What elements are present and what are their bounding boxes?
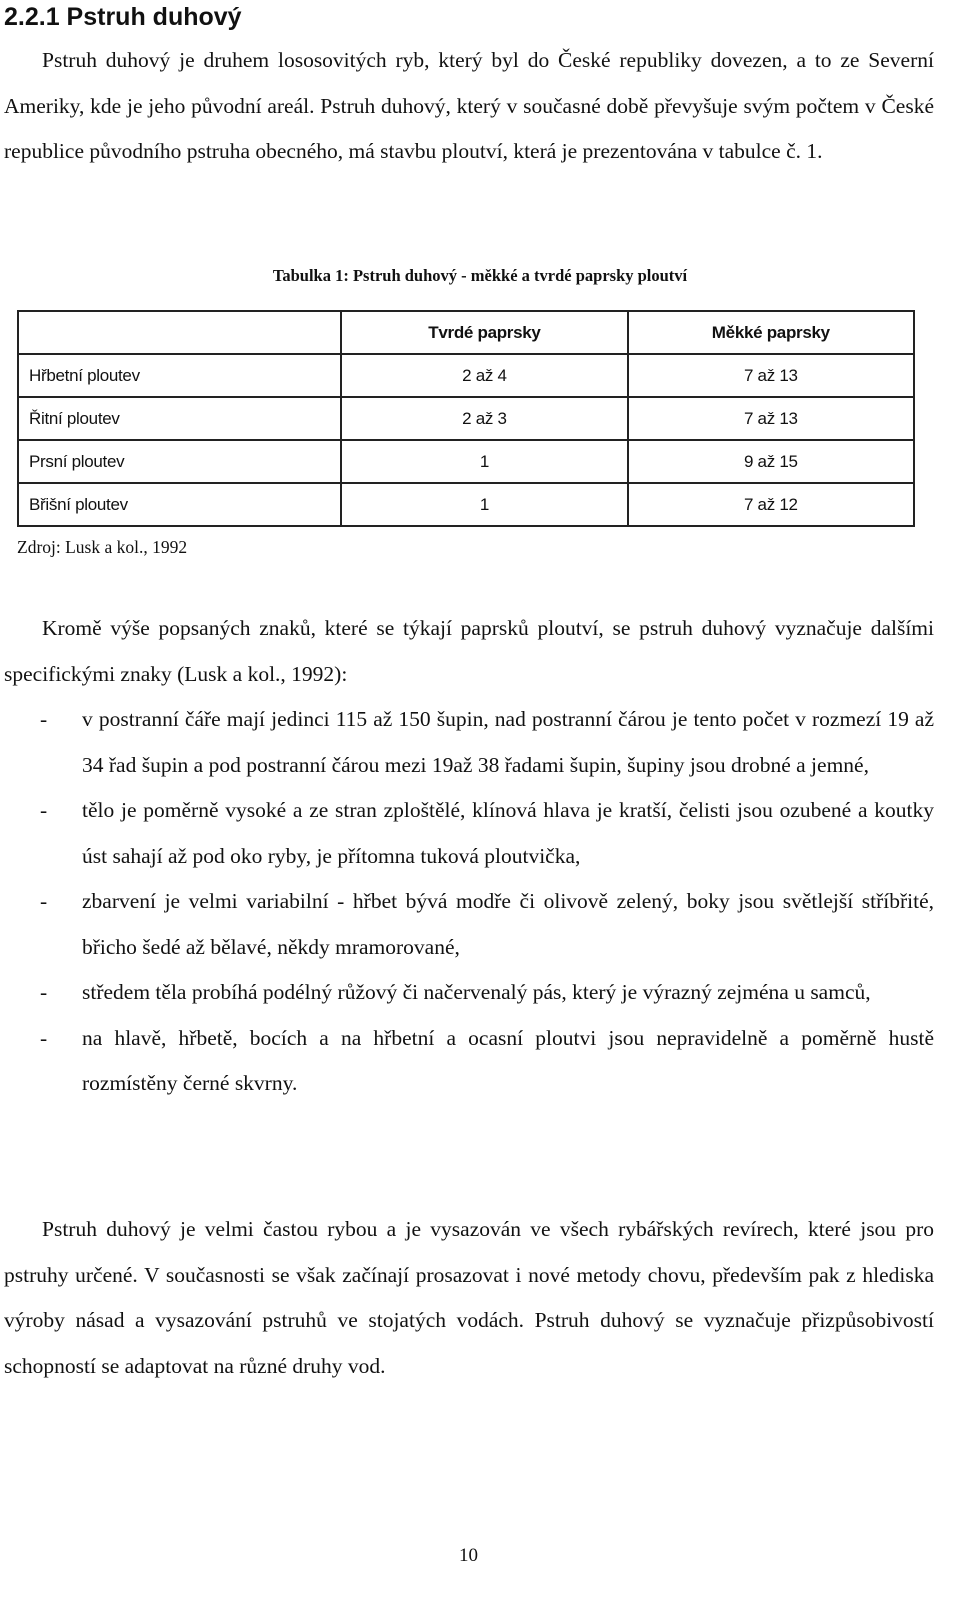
hard-rays-cell: 2 až 4 [341,354,627,397]
header-empty-cell [18,311,341,354]
soft-rays-cell: 9 až 15 [628,440,914,483]
table-row [18,397,914,440]
section-heading: 2.2.1 Pstruh duhový [4,3,242,31]
soft-rays-cell: 7 až 13 [628,354,914,397]
fin-name-cell: Prsní ploutev [18,440,341,483]
soft-rays-cell: 7 až 12 [628,483,914,526]
hard-rays-cell: 1 [341,483,627,526]
table-header-row [18,311,914,354]
fin-rays-table [17,310,915,527]
list-dash: - [40,707,48,731]
list-item-text: středem těla probíhá podélný růžový či načervenalý pás, který je výrazný zejména u samců, [82,980,871,1004]
table-caption: Tabulka 1: Pstruh duhový - měkké a tvrdé paprsky ploutví [272,266,688,285]
list-item [4,970,934,1016]
fin-name-cell: Břišní ploutev [18,483,341,526]
list-item-text: zbarvení je velmi variabilní - hřbet bývá modře či olivově zelený, boky jsou světlejší stříbřité, břicho šedé až bělavé, někdy mramorované, [82,889,934,959]
table-row [18,354,914,397]
closing-paragraph: Pstruh duhový je velmi častou rybou a je vysazován ve všech rybářských revírech, které jsou pro pstruhy určené. V současnosti se však začínají prosazovat i nové metody chovu, především pak z hlediska výroby násad a vysazování pstruhů ve stojatých vodách. Pstruh duhový se vyznačuje přizpůsobivostí schopností se adaptovat na různé druhy vod. [4,1217,934,1378]
list-item [4,697,934,788]
list-dash: - [40,1025,48,1050]
fin-name-cell: Hřbetní ploutev [18,354,341,397]
list-dash: - [40,980,48,1004]
intro-paragraph: Pstruh duhový je druhem lososovitých ryb, který byl do České republiky dovezen, a to ze Severní Ameriky, kde je jeho původní areál. Pstruh duhový, který v současné době převyšuje svým počtem v České republice původního pstruha obecného, má stavbu ploutví, která je prezentována v tabulce č. 1. [4,48,934,163]
list-item [4,1016,934,1107]
header-soft-rays: Měkké paprsky [628,311,914,354]
list-item-text: v postranní čáře mají jedinci 115 až 150 šupin, nad postranní čárou je tento počet v rozmezí 19 až 34 řad šupin a pod postranní čárou mezi 19až 38 řadami šupin, šupiny jsou drobné a jemné, [82,707,934,777]
table-row [18,483,914,526]
list-dash: - [40,889,48,913]
list-item [4,788,934,879]
table-row [18,440,914,483]
header-hard-rays: Tvrdé paprsky [341,311,627,354]
list-dash: - [40,798,48,822]
list-item [4,879,934,970]
hard-rays-cell: 1 [341,440,627,483]
list-item-text: tělo je poměrně vysoké a ze stran zploštělé, klínová hlava je kratší, čelisti jsou ozubené a koutky úst sahají až pod oko ryby, je přítomna tuková ploutvička, [82,798,934,868]
fin-name-cell: Řitní ploutev [18,397,341,440]
table-source: Zdroj: Lusk a kol., 1992 [17,537,188,557]
hard-rays-cell: 2 až 3 [341,397,627,440]
list-item-text: na hlavě, hřbetě, bocích a na hřbetní a ocasní ploutvi jsou nepravidelně a poměrně hustě rozmístěny černé skvrny. [82,1025,934,1095]
soft-rays-cell: 7 až 13 [628,397,914,440]
features-paragraph: Kromě výše popsaných znaků, které se týkají paprsků ploutví, se pstruh duhový vyznačuje dalšími specifickými znaky (Lusk a kol., 1992): [4,616,934,686]
features-list [4,697,934,1107]
page-number: 10 [459,1545,478,1566]
